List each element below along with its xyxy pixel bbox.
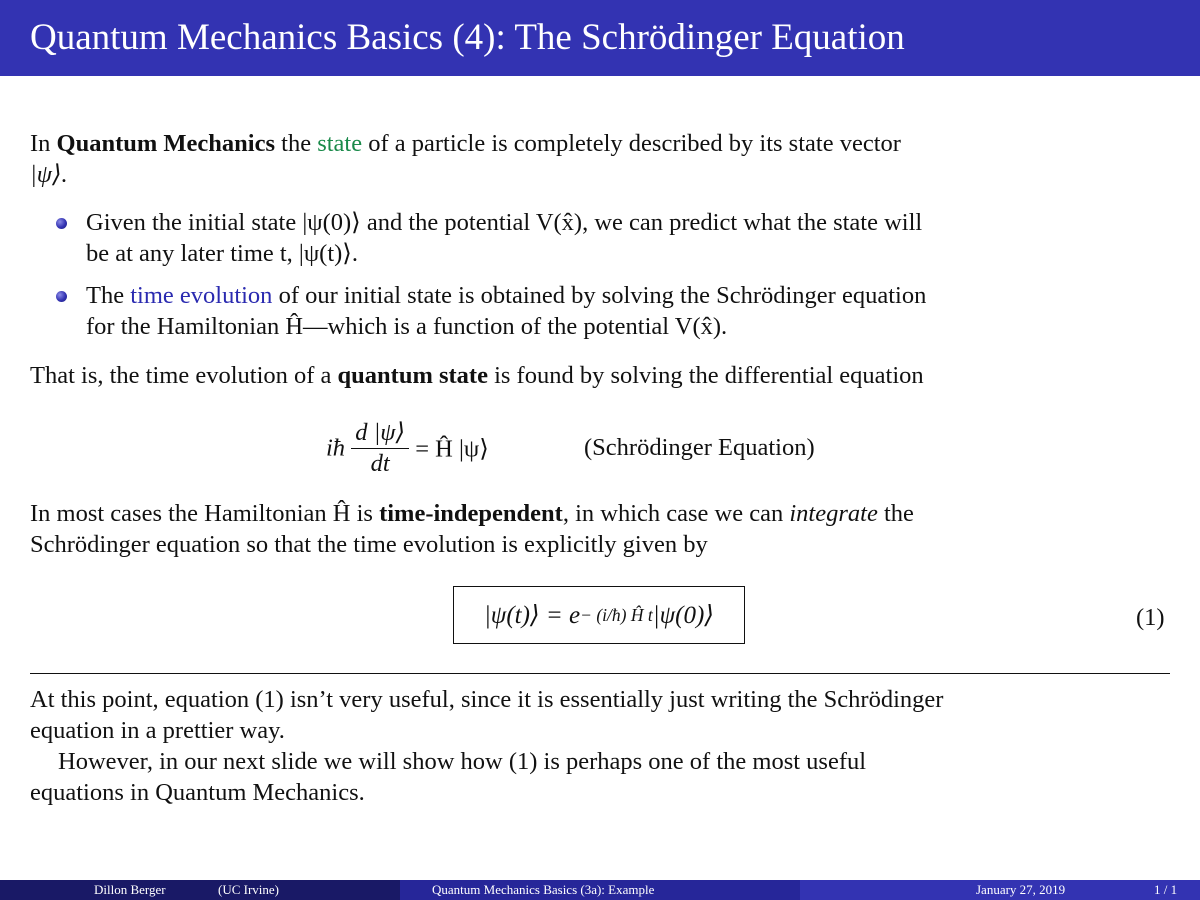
footer-title-section (400, 880, 800, 900)
footer-author-section (0, 880, 400, 900)
bullet-item-2 (56, 280, 1176, 342)
boxed-equation (453, 586, 745, 644)
most-cases-text-b: , in which case we can (562, 500, 790, 527)
eq-prefix: iħ (326, 434, 346, 462)
footer-bar (0, 880, 1200, 900)
bullet-2-text-a: The (86, 282, 131, 309)
that-is-bold: quantum state (337, 362, 488, 389)
eq-rhs: = Ĥ |ψ⟩ (415, 435, 489, 463)
eq-denominator: dt (370, 450, 390, 477)
bullet-1-line-2: be at any later time t, |ψ(t)⟩. (86, 240, 358, 267)
schrodinger-equation (326, 418, 489, 488)
footer-date: January 27, 2019 (976, 882, 1066, 897)
bullet-list (56, 207, 1176, 342)
that-is-paragraph (30, 360, 1170, 391)
closing-1-line-1: At this point, equation (1) isn’t very useful, since it is essentially just writing the Schrödinger (30, 686, 944, 713)
bullet-1-line-1: Given the initial state |ψ(0)⟩ and the potential V(x̂), we can predict what the state will (86, 209, 923, 236)
footer-date-section (800, 880, 1200, 900)
most-cases-text-a: In most cases the Hamiltonian Ĥ is (30, 500, 380, 527)
most-cases-text-c: the (877, 500, 914, 527)
closing-1-line-2: equation in a prettier way. (30, 717, 285, 744)
bullet-icon (56, 291, 67, 302)
bullet-icon (56, 218, 67, 229)
footer-page-number: 1 / 1 (1154, 882, 1178, 897)
bullet-item-1 (56, 207, 1176, 269)
bullet-2-line-2: for the Hamiltonian Ĥ—which is a function of the potential V(x̂). (86, 313, 728, 340)
bullet-2-text-b: of our initial state is obtained by solving the Schrödinger equation (272, 282, 927, 309)
that-is-text-b: is found by solving the differential equation (487, 362, 924, 389)
eq-numerator: d |ψ⟩ (351, 418, 409, 449)
closing-2-line-2: equations in Quantum Mechanics. (30, 779, 365, 806)
closing-paragraph-2 (30, 746, 1170, 808)
closing-2-line-1: However, in our next slide we will show how (1) is perhaps one of the most useful (58, 748, 867, 775)
intro-bold-term: Quantum Mechanics (56, 130, 276, 157)
most-cases-italic: integrate (789, 500, 878, 527)
that-is-text-a: That is, the time evolution of a (30, 362, 338, 389)
horizontal-rule (30, 673, 1170, 674)
most-cases-line-2: Schrödinger equation so that the time evolution is explicitly given by (30, 531, 708, 558)
slide-title: Quantum Mechanics Basics (4): The Schrödinger Equation (30, 17, 905, 58)
intro-text-a: In (30, 130, 57, 157)
equation-label: (Schrödinger Equation) (584, 434, 815, 461)
equation-number: (1) (1136, 604, 1165, 631)
footer-author: Dillon Berger (94, 882, 166, 897)
closing-paragraph-1 (30, 684, 1170, 746)
most-cases-bold: time-independent (379, 500, 563, 527)
intro-text-c: of a particle is completely described by its state vector (362, 130, 901, 157)
title-bar (0, 0, 1200, 76)
most-cases-paragraph (30, 498, 1170, 560)
intro-ket: |ψ⟩. (30, 161, 68, 188)
intro-paragraph (30, 128, 1170, 190)
boxed-rhs: |ψ(0)⟩ (652, 602, 715, 629)
eq-fraction (351, 418, 409, 479)
state-link[interactable]: state (317, 130, 363, 157)
time-evolution-link[interactable]: time evolution (130, 282, 273, 309)
boxed-lhs: |ψ(t)⟩ = e (483, 602, 581, 629)
footer-institute: (UC Irvine) (218, 882, 280, 897)
footer-short-title: Quantum Mechanics Basics (3a): Example (432, 882, 655, 897)
boxed-exponent: − (i/ħ) Ĥ t (580, 604, 653, 625)
intro-text-b: the (275, 130, 318, 157)
